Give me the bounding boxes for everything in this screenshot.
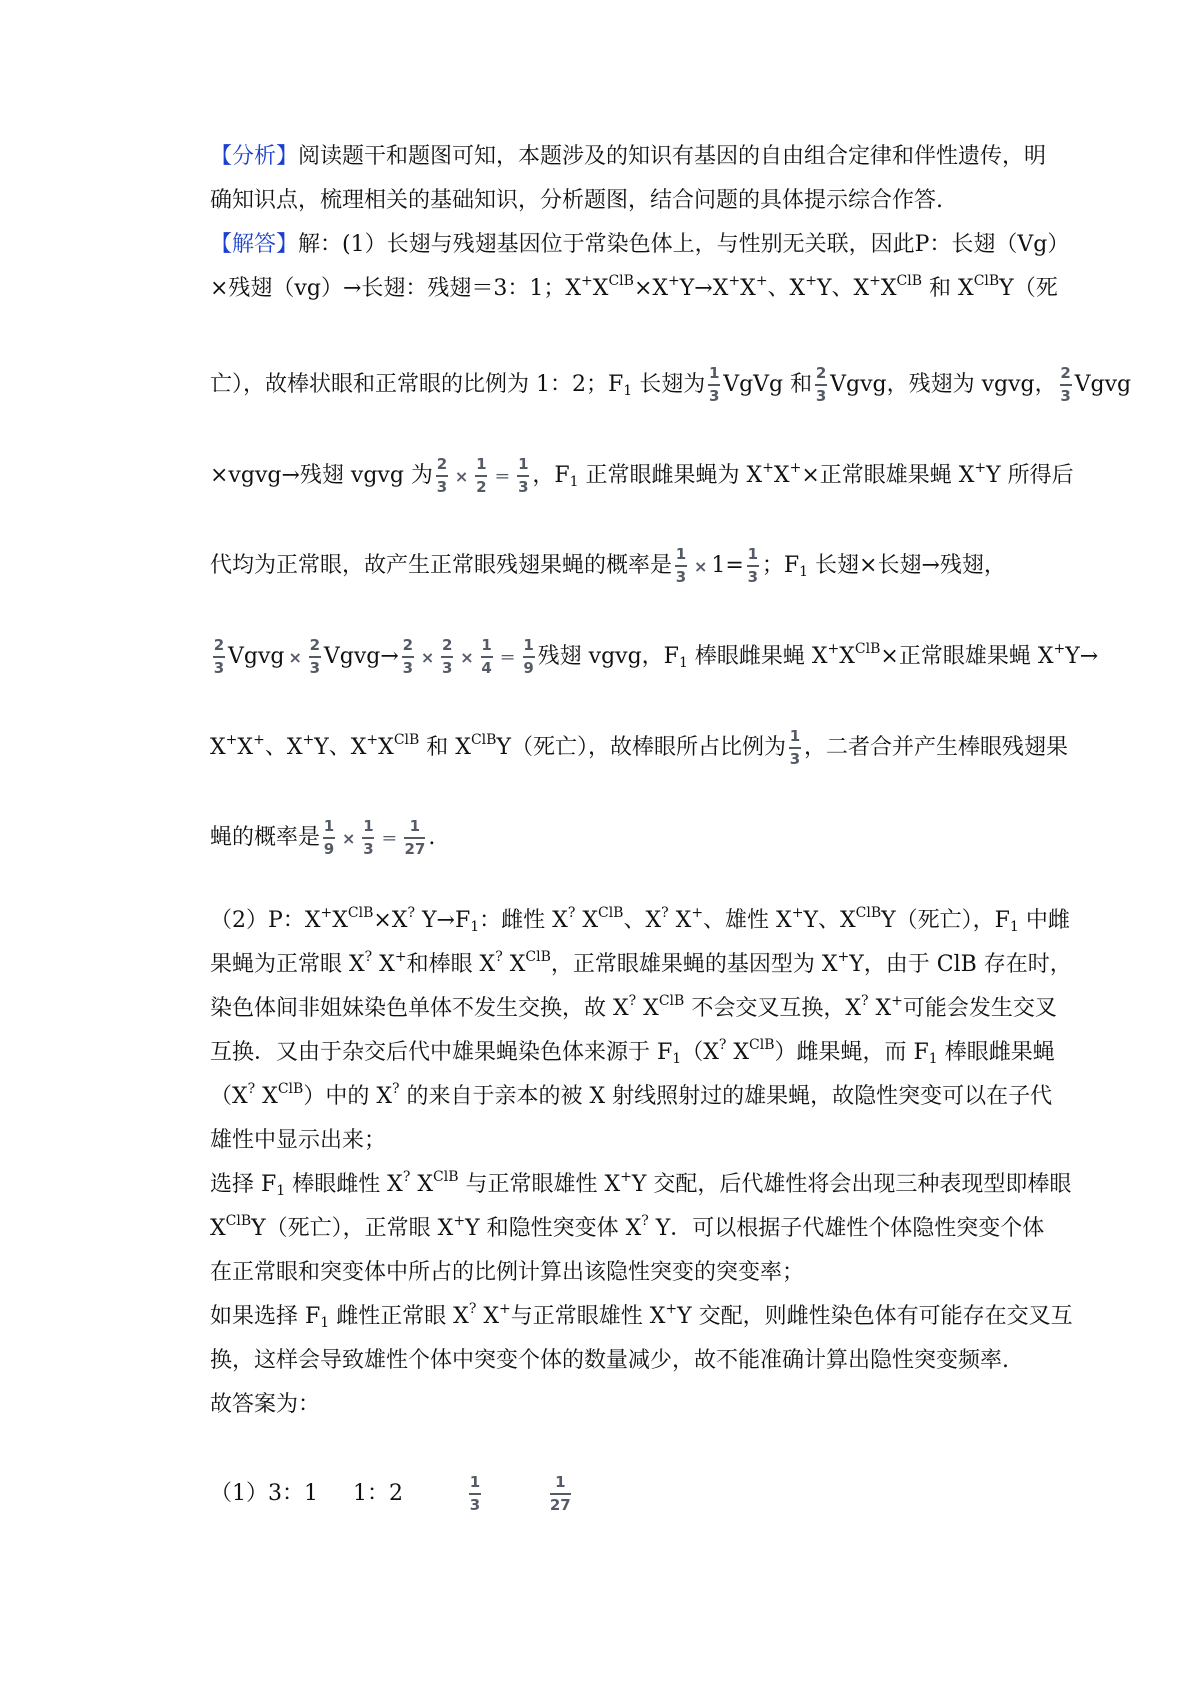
answer-part2-line-4: 互换．又由于杂交后代中雄果蝇染色体来源于 $F_1(X^?$ $X^{ClB}$）雌果蝇，而 $F_1$ 棒眼雌果蝇 xyxy=(210,1037,1055,1067)
fraction-two-thirds: $\frac{2}{3}$ xyxy=(815,364,827,405)
answer-part2-line-3: 染色体间非姐妹染色单体不发生交换，故 X? $X^{ClB}$ 不会交叉互换，X? X+可能会发生交叉 xyxy=(210,993,1057,1021)
fraction-one-third: $\frac{1}{3}$ xyxy=(789,727,801,768)
fraction-one-third: $\frac{1}{3}$ xyxy=(708,364,720,405)
fraction-one-third: $\frac{1}{3}$ xyxy=(363,817,374,858)
analysis-line-1: 【分析】阅读题干和题图可知，本题涉及的知识有基因的自由组合定律和伴性遗传，明 xyxy=(210,144,1047,169)
answer-line-4: ×vgvg→残翅 vgvg 为 $\frac{2}{3}$ × $\frac{1}{2}$ ＝ $\frac{1}{3}$ ，$F_1$ 正常眼雌果蝇为 X+X+×正常眼雄果蝇 X+Y 所得后 xyxy=(210,455,1074,496)
answer-part3-line-1: 选择 $F_1$ 棒眼雌性 X? $X^{ClB}$ 与正常眼雄性 X+Y 交配，后代雄性将会出现三种表现型即棒眼 xyxy=(210,1169,1072,1199)
answer-line-6: $\frac{2}{3}$ Vgvg × $\frac{2}{3}$ Vgvg→ $\frac{2}{3}$ × $\frac{2}{3}$ × $\frac{1}{4}$ ＝ $\frac{1}{9}$ 残翅 vgvg，$F_1$ 棒眼雌果蝇 $X^+X^{ClB}\times$正常眼雄果蝇 X+Y→ xyxy=(213,636,1099,677)
answer-line-3: 亡），故棒状眼和正常眼的比例为 1：2；$F_1$ 长翅为 $\frac{1}{3}$ VgVg 和 $\frac{2}{3}$ Vgvg，残翅为 vgvg， $\frac{2}{3}$ Vgvg xyxy=(210,364,1132,405)
fraction-one-27: $\frac{1}{27}$ xyxy=(549,1473,571,1514)
fraction-one-ninth: $\frac{1}{9}$ xyxy=(523,636,534,677)
analysis-tag: 【分析】 xyxy=(210,144,299,169)
answer-part2-line-1: （2）P：$X^+X^{ClB}\times X^?$ $Y\to F_1$：雌性 X? $X^{ClB}$、X? X+、雄性 X+Y、$X^{ClB}Y$（死亡），$F_1$ 中雌 xyxy=(210,905,1070,935)
fraction-one-half: $\frac{1}{2}$ xyxy=(476,455,487,496)
final-answer-label: 故答案为： xyxy=(210,1392,321,1417)
final-answer-row: （1）3：1 1：2 $\frac{1}{3}$ $\frac{1}{27}$ xyxy=(210,1473,571,1514)
fraction-two-thirds: $\frac{2}{3}$ xyxy=(309,636,321,677)
answer-tag: 【解答】 xyxy=(210,232,299,257)
answer-line-8: 蝇的概率是 $\frac{1}{9}$ × $\frac{1}{3}$ ＝ $\frac{1}{27}$ . xyxy=(210,817,436,858)
answer-line-2: ×残翅（vg）→长翅：残翅＝3：1；$X^+X^{ClB}\times X^+Y\to X^+X^+$、X+Y、$X^+X^{ClB}$ 和 $X^{ClB}Y$（死 xyxy=(210,273,1058,301)
fraction-two-thirds: $\frac{2}{3}$ xyxy=(1060,364,1071,405)
fraction-two-thirds: $\frac{2}{3}$ xyxy=(402,636,414,677)
answer-line-5: 代均为正常眼，故产生正常眼残翅果蝇的概率是 $\frac{1}{3}$ × 1= $\frac{1}{3}$ ；$F_1$ 长翅×长翅→残翅， xyxy=(210,545,1006,586)
fraction-two-thirds: $\frac{2}{3}$ xyxy=(442,636,453,677)
answer-part3-line-2: $X^{ClB}Y$（死亡），正常眼 X+Y 和隐性突变体 X? Y．可以根据子代雄性个体隐性突变个体 xyxy=(210,1213,1045,1241)
fraction-two-thirds: $\frac{2}{3}$ xyxy=(213,636,225,677)
answer-part4-line-1: 如果选择 $F_1$ 雌性正常眼 X? X+与正常眼雄性 X+Y 交配，则雌性染色体有可能存在交叉互 xyxy=(210,1301,1073,1331)
fraction-one-27: $\frac{1}{27}$ xyxy=(404,817,426,858)
answer-part2-line-2: 果蝇为正常眼 X? X+和棒眼 X? $X^{ClB}$，正常眼雄果蝇的基因型为 X+Y，由于 ClB 存在时， xyxy=(210,949,1072,977)
fraction-one-third: $\frac{1}{3}$ xyxy=(747,545,759,586)
fraction-one-ninth: $\frac{1}{9}$ xyxy=(323,817,335,858)
fraction-one-third: $\frac{1}{3}$ xyxy=(469,1473,481,1514)
answer-part2-line-5: （X? $X^{ClB}$）中的 X? 的来自于亲本的被 X 射线照射过的雄果蝇，故隐性突变可以在子代 xyxy=(210,1081,1053,1109)
fraction-two-thirds: $\frac{2}{3}$ xyxy=(436,455,448,496)
fraction-one-third: $\frac{1}{3}$ xyxy=(518,455,529,496)
answer-part3-line-3: 在正常眼和突变体中所占的比例计算出该隐性突变的突变率； xyxy=(210,1260,805,1285)
answer-line-7: X+X+、X+Y、$X^+X^{ClB}$ 和 $X^{ClB}Y$（死亡），故棒眼所占比例为 $\frac{1}{3}$ ，二者合并产生棒眼残翅果 xyxy=(210,727,1068,768)
answer-line-1: 【解答】解：(1）长翅与残翅基因位于常染色体上，与性别无关联，因此P：长翅（Vg） xyxy=(210,232,1070,257)
analysis-line-2: 确知识点，梳理相关的基础知识，分析题图，结合问题的具体提示综合作答. xyxy=(210,188,943,213)
fraction-one-fourth: $\frac{1}{4}$ xyxy=(481,636,492,677)
answer-part2-line-6: 雄性中显示出来； xyxy=(210,1128,387,1153)
answer-part4-line-2: 换，这样会导致雄性个体中突变个体的数量减少，故不能准确计算出隐性突变频率. xyxy=(210,1348,1009,1373)
fraction-one-third: $\frac{1}{3}$ xyxy=(675,545,687,586)
